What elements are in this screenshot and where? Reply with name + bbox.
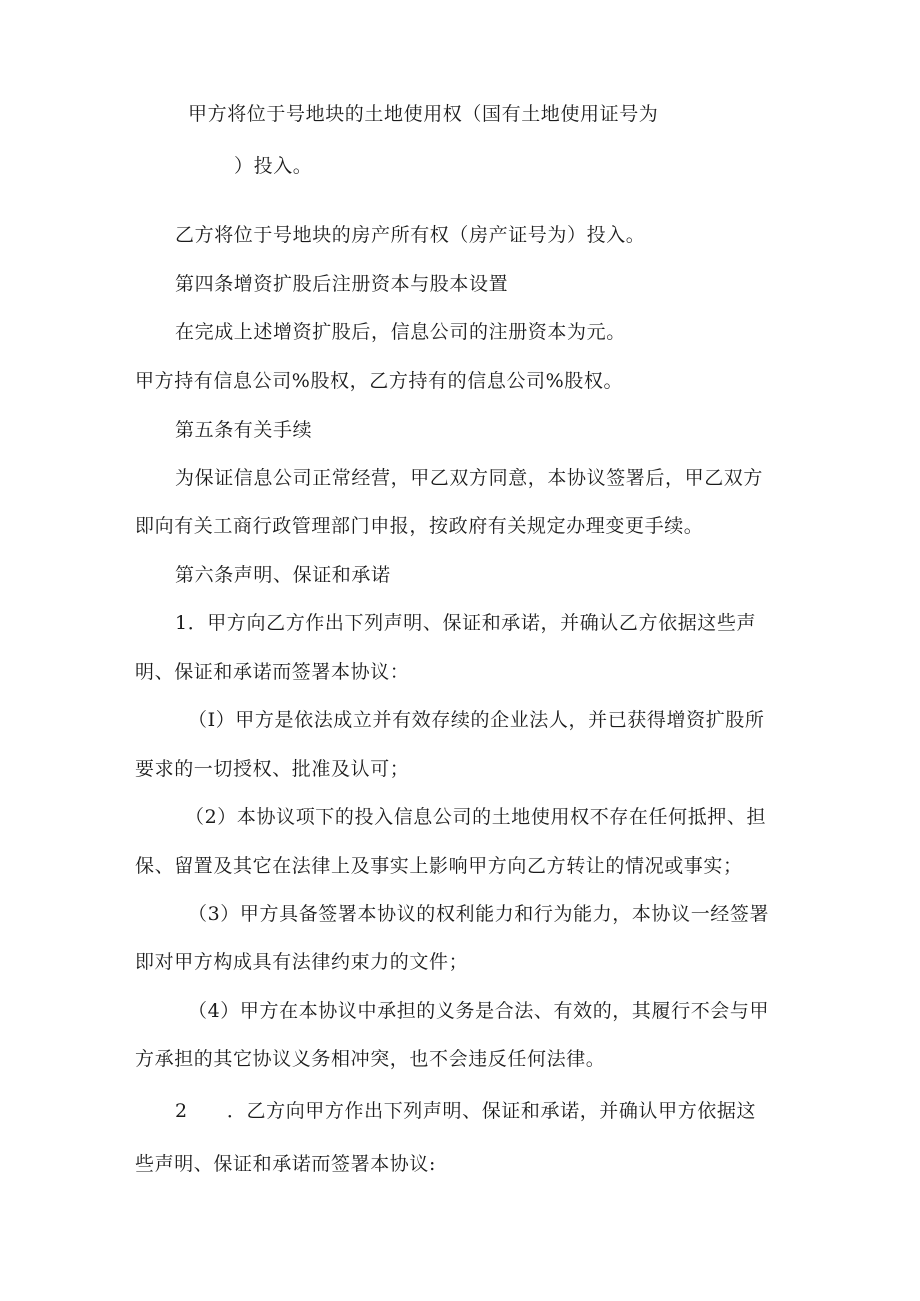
- paragraph-line: （3）甲方具备签署本协议的权利能力和行为能力，本协议一经签署: [188, 903, 770, 925]
- paragraph-line: 在完成上述增资扩股后，信息公司的注册资本为元。: [175, 321, 626, 343]
- paragraph-line: 甲方持有信息公司%股权，乙方持有的信息公司%股权。: [135, 370, 624, 392]
- paragraph-line: 即向有关工商行政管理部门申报，按政府有关规定办理变更手续。: [135, 515, 704, 537]
- paragraph-line: （4）甲方在本协议中承担的义务是合法、有效的，其履行不会与甲: [188, 1000, 770, 1022]
- paragraph-line: 为保证信息公司正常经营，甲乙双方同意，本协议签署后，甲乙双方: [175, 467, 764, 489]
- section-heading: 第六条声明、保证和承诺: [175, 564, 391, 586]
- section-heading: 第五条有关手续: [175, 419, 313, 441]
- paragraph-line: 即对甲方构成具有法律约束力的文件；: [135, 951, 469, 973]
- paragraph-line: ）投入。: [234, 155, 313, 177]
- section-heading: 第四条增资扩股后注册资本与股本设置: [175, 273, 509, 295]
- paragraph-line: 些声明、保证和承诺而签署本协议:: [135, 1153, 437, 1175]
- paragraph-line: 甲方将位于号地块的土地使用权（国有土地使用证号为: [188, 103, 659, 125]
- paragraph-line: 方承担的其它协议义务相冲突，也不会违反任何法律。: [135, 1048, 606, 1070]
- paragraph-line: （I）甲方是依法成立并有效存续的企业法人，并已获得增资扩股所: [188, 709, 765, 731]
- paragraph-line: 明、保证和承诺而签署本协议：: [135, 661, 410, 683]
- paragraph-line: 乙方将位于号地块的房产所有权（房产证号为）投入。: [175, 224, 646, 246]
- paragraph-line: 保、留置及其它在法律上及事实上影响甲方向乙方转让的情况或事实；: [135, 855, 743, 877]
- paragraph-line: 要求的一切授权、批准及认可；: [135, 758, 410, 780]
- paragraph-line: （2）本协议项下的投入信息公司的土地使用权不存在任何抵押、担: [185, 806, 767, 828]
- paragraph-line: 2 ．乙方向甲方作出下列声明、保证和承诺，并确认甲方依据这: [175, 1100, 757, 1122]
- paragraph-line: 1．甲方向乙方作出下列声明、保证和承诺，并确认乙方依据这些声: [175, 612, 757, 634]
